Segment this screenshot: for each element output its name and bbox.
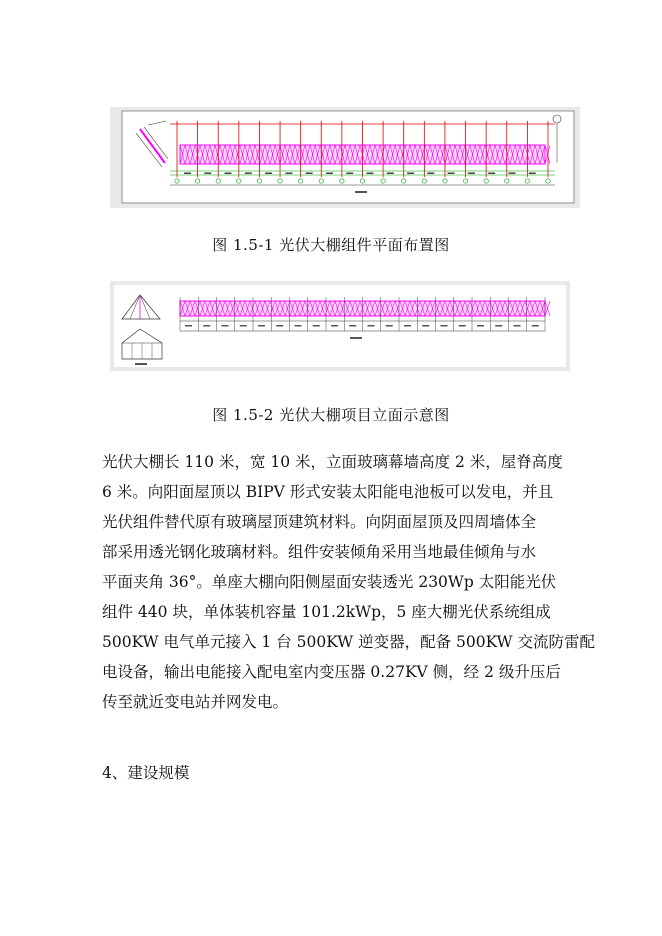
paragraph-line: 部采用透光钢化玻璃材料。组件安装倾角采用当地最佳倾角与水 — [102, 543, 537, 561]
description-paragraph — [102, 447, 595, 717]
paragraph-line: 平面夹角 36°。单座大棚向阳侧屋面安装透光 230Wp 太阳能光伏 — [102, 573, 557, 591]
paragraph-line: 电设备，输出电能接入配电室内变压器 0.27KV 侧，经 2 级升压后 — [102, 663, 561, 681]
plan-layout-drawing — [110, 107, 580, 208]
section-heading: 4、建设规模 — [102, 764, 190, 782]
paragraph-line: 组件 440 块，单体装机容量 101.2kWp，5 座大棚光伏系统组成 — [102, 603, 551, 621]
figure-2-caption: 图 1.5-2 光伏大棚项目立面示意图 — [212, 406, 450, 424]
paragraph-line: 500KW 电气单元接入 1 台 500KW 逆变器，配备 500KW 交流防雷配 — [102, 633, 595, 651]
paragraph-line: 光伏组件替代原有玻璃屋顶建筑材料。向阴面屋顶及四周墙体全 — [102, 513, 537, 531]
figure-plan-layout — [110, 107, 580, 208]
paragraph-line: 光伏大棚长 110 米，宽 10 米，立面玻璃幕墙高度 2 米，屋脊高度 — [102, 453, 563, 471]
elevation-drawing — [110, 281, 570, 371]
figure-elevation — [110, 281, 570, 371]
paragraph-line: 6 米。向阳面屋顶以 BIPV 形式安装太阳能电池板可以发电，并且 — [102, 483, 554, 501]
paragraph-line: 传至就近变电站并网发电。 — [102, 693, 289, 711]
figure-1-caption: 图 1.5-1 光伏大棚组件平面布置图 — [212, 236, 450, 254]
